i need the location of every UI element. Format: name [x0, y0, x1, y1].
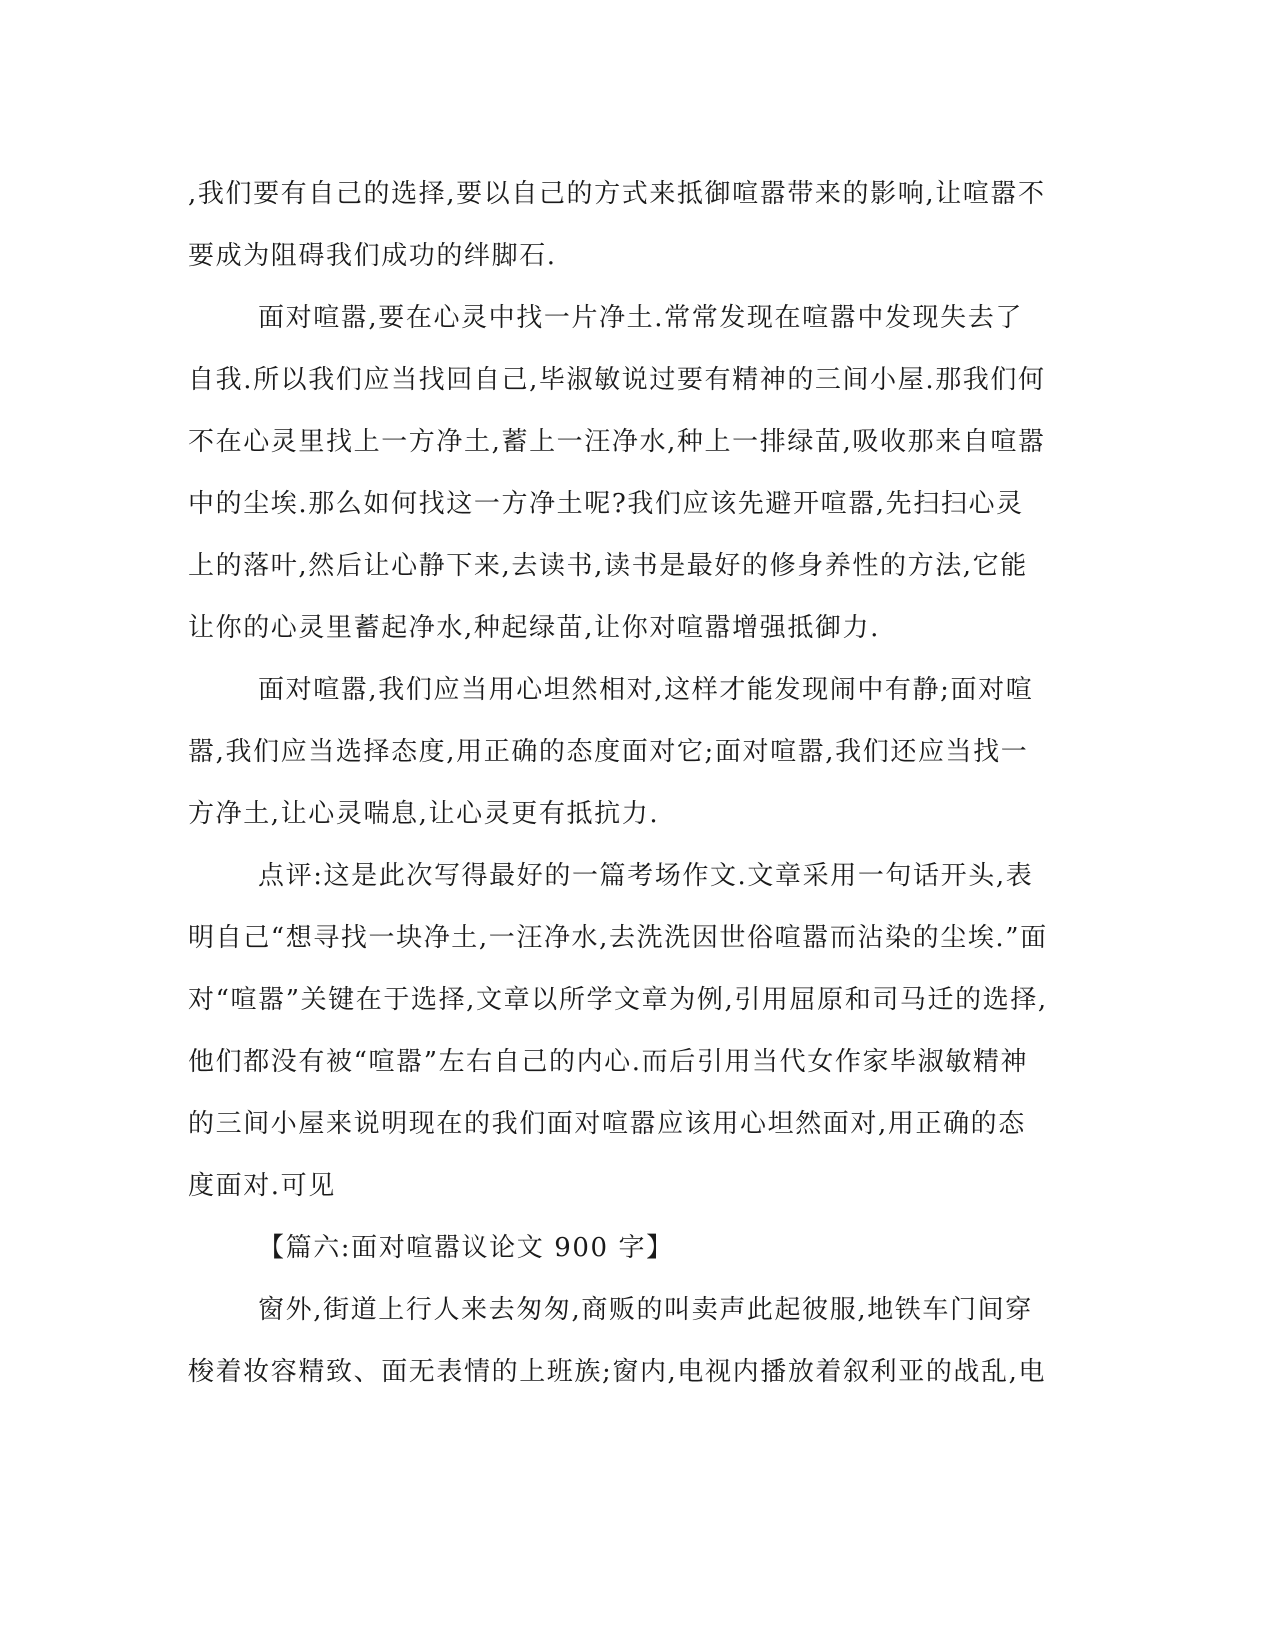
- text-line: 方净土,让心灵喘息,让心灵更有抵抗力.: [188, 799, 660, 829]
- text-line: 自我.所以我们应当找回自己,毕淑敏说过要有精神的三间小屋.那我们何: [188, 365, 1046, 395]
- text-line: 让你的心灵里蓄起净水,种起绿苗,让你对喧嚣增强抵御力.: [188, 613, 880, 643]
- text-line: 不在心灵里找上一方净土,蓄上一汪净水,种上一排绿苗,吸收那来自喧嚣: [188, 427, 1046, 457]
- text-line: ,我们要有自己的选择,要以自己的方式来抵御喧嚣带来的影响,让喧嚣不: [188, 179, 1046, 209]
- paragraph-start-line: 面对喧嚣,要在心灵中找一片净土.常常发现在喧嚣中发现失去了: [258, 303, 1023, 333]
- paragraph-start-line: 面对喧嚣,我们应当用心坦然相对,这样才能发现闹中有静;面对喧: [258, 675, 1034, 705]
- body-text: [188, 163, 1088, 1403]
- text-line: 他们都没有被“喧嚣”左右自己的内心.而后引用当代女作家毕淑敏精神: [188, 1047, 1029, 1077]
- text-line: 要成为阻碍我们成功的绊脚石.: [188, 241, 557, 271]
- text-line: 梭着妆容精致、面无表情的上班族;窗内,电视内播放着叙利亚的战乱,电: [188, 1357, 1047, 1387]
- text-line: 对“喧嚣”关键在于选择,文章以所学文章为例,引用屈原和司马迁的选择,: [188, 985, 1048, 1015]
- text-line: 度面对.可见: [188, 1171, 336, 1201]
- text-line: 嚣,我们应当选择态度,用正确的态度面对它;面对喧嚣,我们还应当找一: [188, 737, 1029, 767]
- paragraph-start-line: 窗外,街道上行人来去匆匆,商贩的叫卖声此起彼服,地铁车门间穿: [258, 1295, 1033, 1325]
- text-line: 上的落叶,然后让心静下来,去读书,读书是最好的修身养性的方法,它能: [188, 551, 1028, 581]
- text-line: 中的尘埃.那么如何找这一方净土呢?我们应该先避开喧嚣,先扫扫心灵: [188, 489, 1024, 519]
- comment-start-line: 点评:这是此次写得最好的一篇考场作文.文章采用一句话开头,表: [258, 861, 1034, 891]
- text-line: 的三间小屋来说明现在的我们面对喧嚣应该用心坦然面对,用正确的态: [188, 1109, 1026, 1139]
- section-heading: 【篇六:面对喧嚣议论文 900 字】: [258, 1233, 674, 1263]
- text-line: 明自己“想寻找一块净土,一汪净水,去洗洗因世俗喧嚣而沾染的尘埃.”面: [188, 923, 1048, 953]
